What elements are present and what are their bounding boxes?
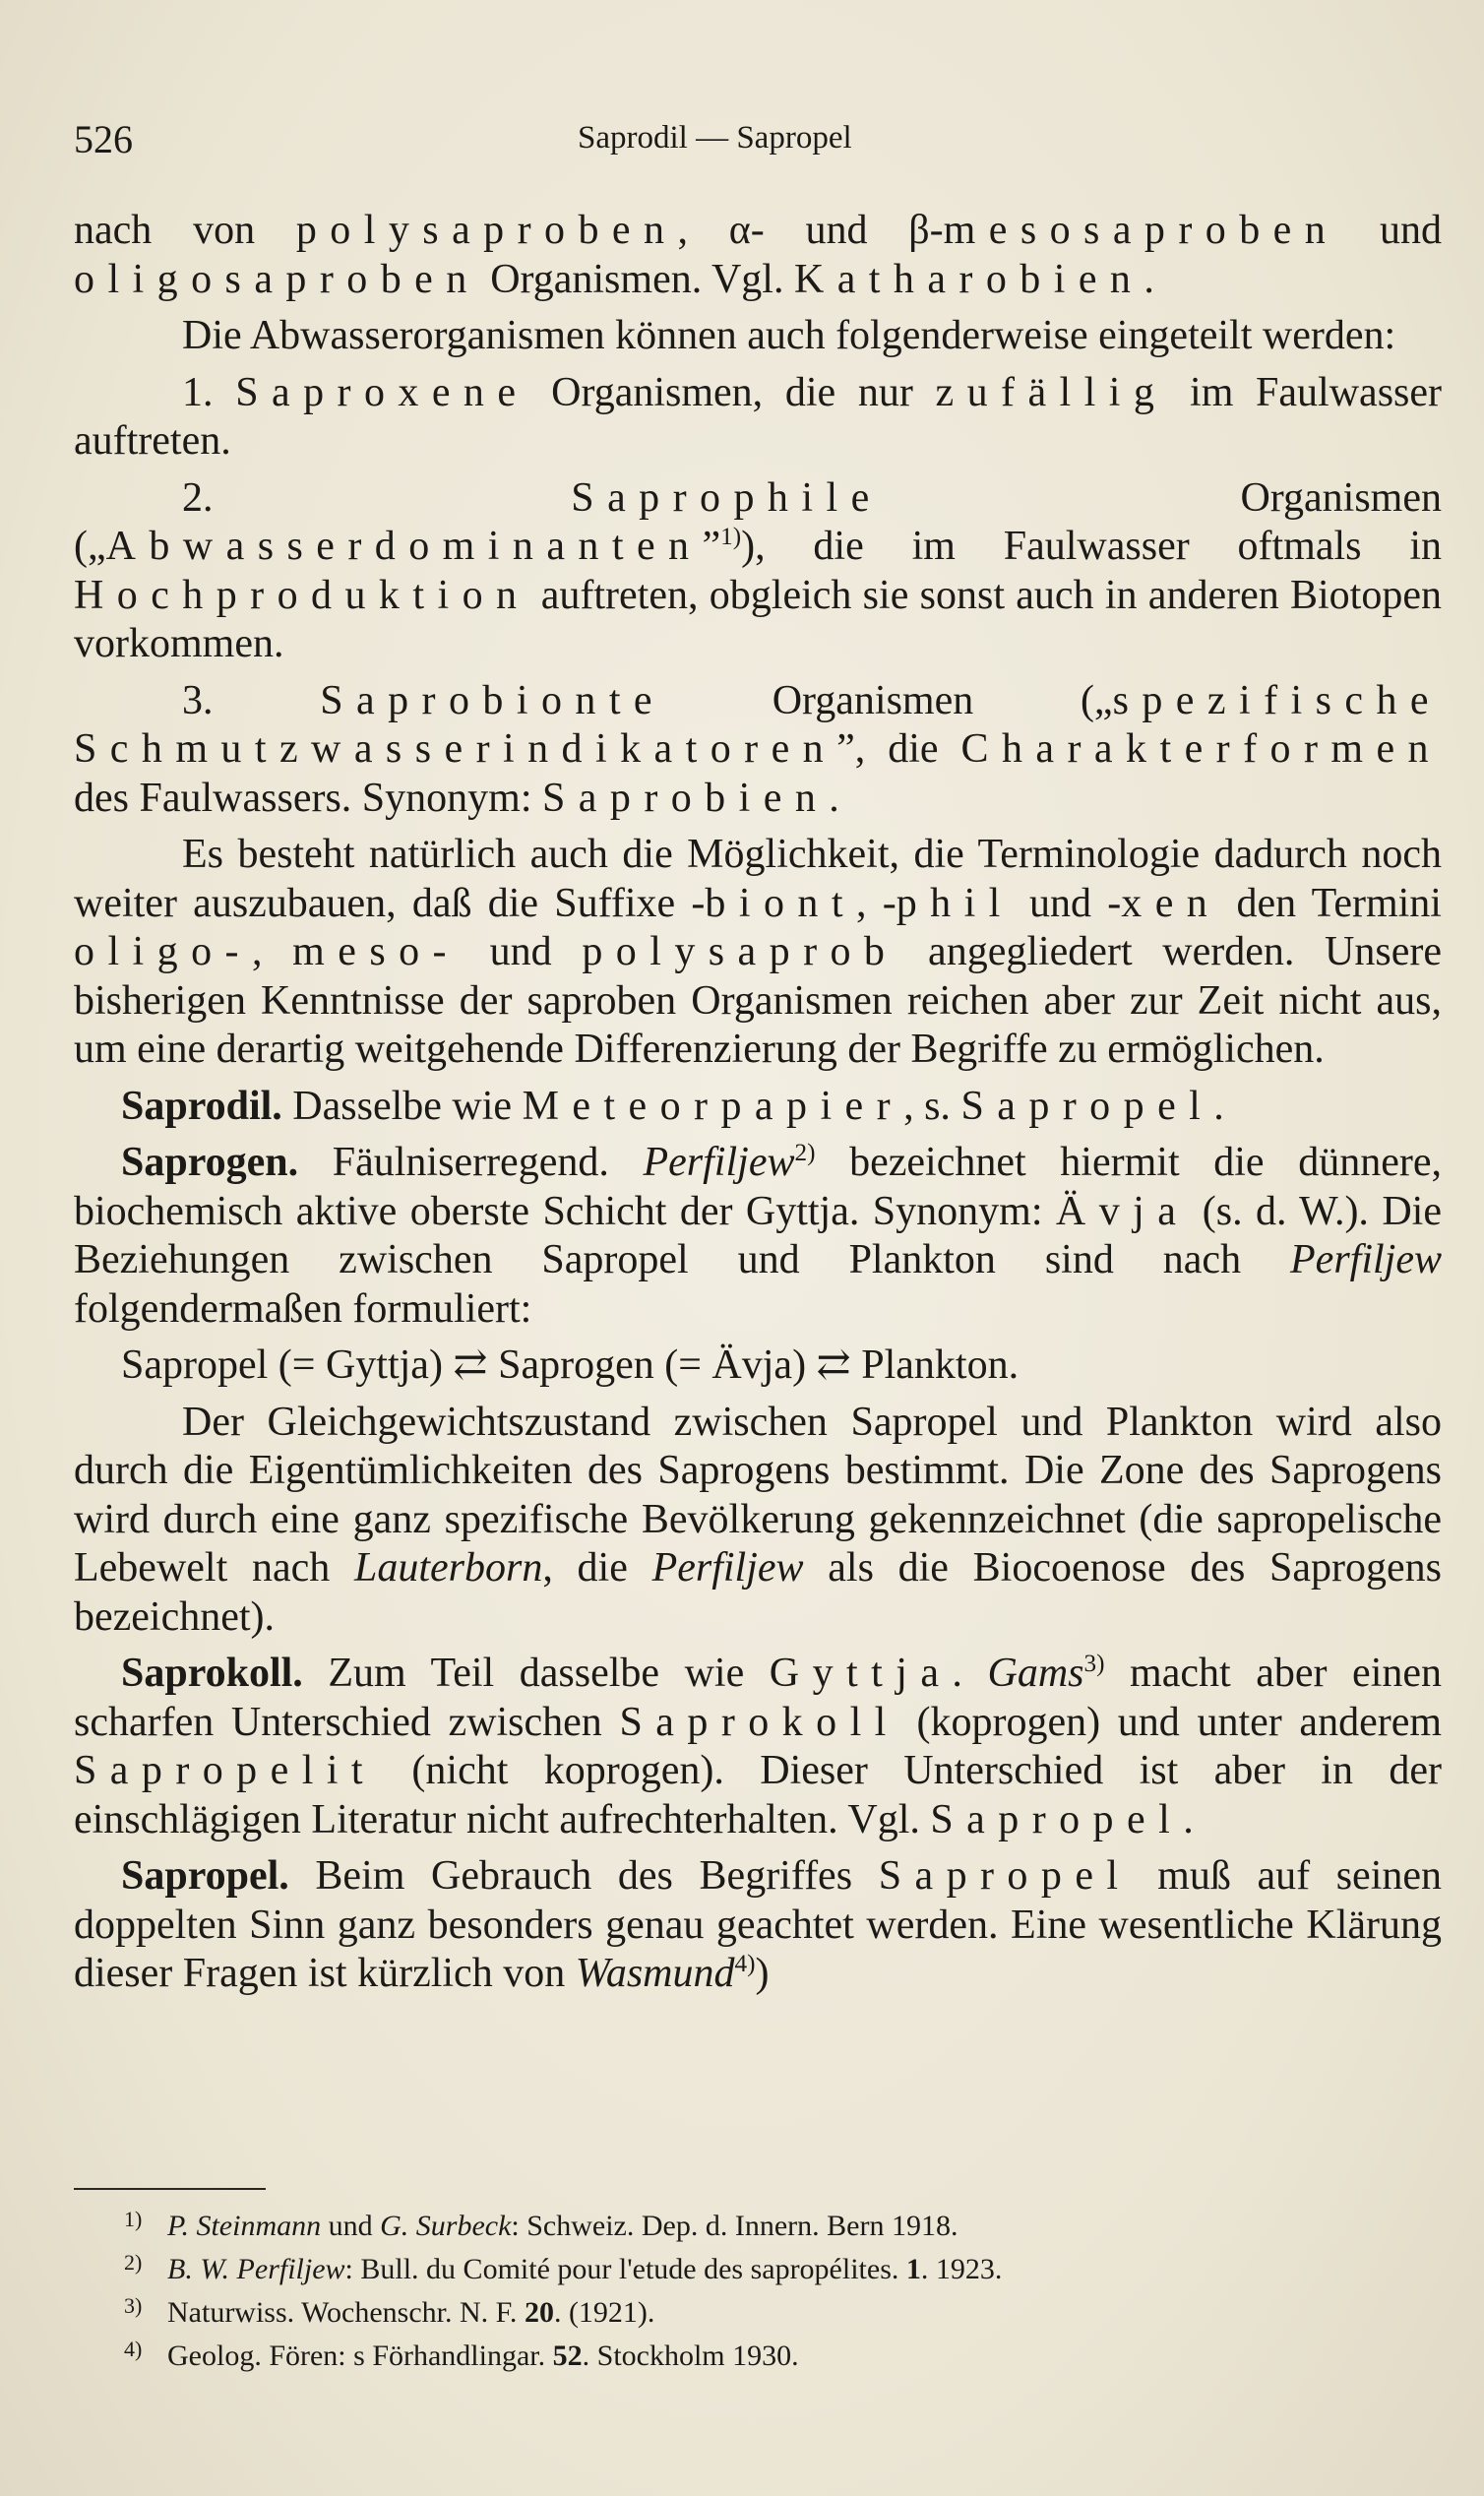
running-title: Saprodil — Sapropel	[578, 120, 852, 156]
footnote-4: 4) Geolog. Fören: s Förhandlingar. 52. Stockholm 1930.	[124, 2337, 799, 2372]
formula-line: Sapropel (= Gyttja) ⇄ Saprogen (= Ävja) ⇄ Plankton.	[121, 1342, 1020, 1388]
footnote-ref-4: 4)	[734, 1951, 756, 1977]
entry-head-saprokoll: Saprokoll.	[121, 1651, 303, 1696]
footnote-ref-1: 1)	[720, 524, 742, 550]
paragraph-equilibrium: Der Gleichgewichtszustand zwischen Sapropel und Plankton wird also durch die Eigentümlichkeiten des Saprogens bestimmt. Die Zone des Saprogens wird durch eine ganz spezifische Bevölkerung gekennzeichnet (die sapropelische Lebewelt nach Lauterborn, die Perfiljew als die Biocoenose des Saprogens bezeichnet).	[74, 1399, 1442, 1640]
entry-head-saprogen: Saprogen.	[121, 1140, 299, 1185]
paragraph-saprophile: 2. Saprophile Organismen („Abwasserdominanten”$^{1)}$), die im Faulwasser oftmals in Hochproduktion auftreten, obgleich sie sonst auch in anderen Biotopen vorkommen.	[74, 474, 1442, 666]
entry-saprogen: Saprogen. Fäulniserregend. Perfiljew$^{2)}$ bezeichnet hiermit die dünnere, biochemisch aktive oberste Schicht der Gyttja. Synonym: Ävja (s. d. W.). Die Beziehungen zwischen Sapropel und Plankton sind nach Perfiljew folgendermaßen formuliert:	[74, 1140, 1442, 1332]
paragraph-saprobien-grades: nach von polysaproben, α- und β-mesosaproben und oligosaproben Organismen. Vgl. Katharobien.	[74, 208, 1442, 302]
footnote-2: 2) B. W. Perfiljew: Bull. du Comité pour l'etude des sapropélites. 1. 1923.	[124, 2250, 1003, 2285]
main-text	[74, 207, 1442, 2007]
footnote-divider	[74, 2188, 266, 2190]
page-number: 526	[74, 117, 133, 161]
footnote-3: 3) Naturwiss. Wochenschr. N. F. 20. (1921).	[124, 2293, 655, 2329]
footnote-1: 1) P. Steinmann und G. Surbeck: Schweiz. Dep. d. Innern. Bern 1918.	[124, 2207, 958, 2242]
entry-saprokoll: Saprokoll. Zum Teil dasselbe wie Gyttja. Gams$^{3)}$ macht aber einen scharfen Unterschied zwischen Saprokoll (koprogen) und unter anderem Sapropelit (nicht koprogen). Dieser Unterschied ist aber in der einschlägigen Literatur nicht aufrechterhalten. Vgl. Sapropel.	[74, 1651, 1443, 1842]
footnote-ref-2: 2)	[794, 1140, 816, 1166]
entry-saprodil: Saprodil. Dasselbe wie Meteorpapier, s. Sapropel.	[121, 1083, 1224, 1129]
paragraph-saprobionte: 3. Saprobionte Organismen („spezifische Schmutzwasserindikatoren”, die Charakterformen des Faulwassers. Synonym: Saprobien.	[74, 677, 1442, 821]
footnote-ref-3: 3)	[1083, 1651, 1105, 1677]
footnotes	[124, 2205, 1447, 2378]
paragraph-terminology: Es besteht natürlich auch die Möglichkeit, die Terminologie dadurch noch weiter auszubauen, daß die Suffixe -biont, -phil und -xen den Termini oligo-, meso- und polysaprob angegliedert werden. Unsere bisherigen Kenntnisse der saproben Organismen reichen aber zur Zeit nicht aus, um eine derartig weitgehende Differenzierung der Begriffe zu ermöglichen.	[74, 832, 1442, 1072]
entry-head-saprodil: Saprodil.	[121, 1083, 282, 1129]
entry-sapropel: Sapropel. Beim Gebrauch des Begriffes Sapropel muß auf seinen doppelten Sinn ganz besonders genau geachtet werden. Eine wesentliche Klärung dieser Fragen ist kürzlich von Wasmund$^{4)}$)	[74, 1853, 1443, 1996]
paragraph-classification-intro: Die Abwasserorganismen können auch folgenderweise eingeteilt werden:	[182, 313, 1396, 358]
paragraph-saproxene: 1. Saproxene Organismen, die nur zufällig im Faulwasser auftreten.	[74, 369, 1443, 464]
running-header	[74, 116, 1442, 175]
entry-head-sapropel: Sapropel.	[121, 1853, 289, 1899]
